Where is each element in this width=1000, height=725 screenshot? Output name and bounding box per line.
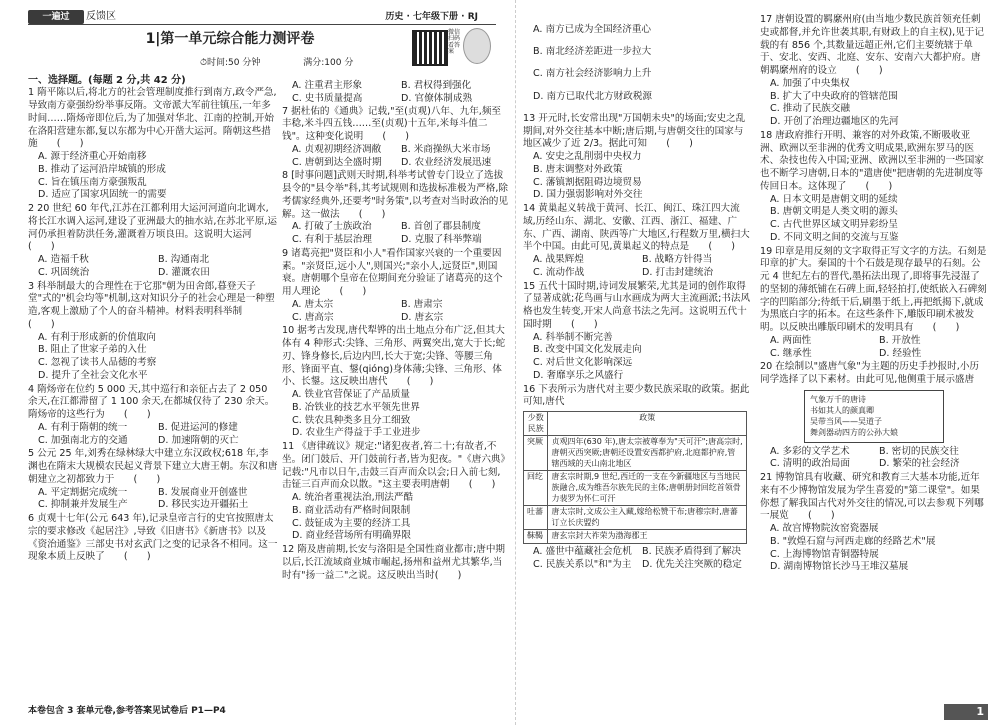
policy-table bbox=[523, 411, 747, 544]
option-d[interactable]: D. 经验性 bbox=[879, 347, 922, 359]
question-16 bbox=[523, 384, 751, 572]
question-stem: 19 印章是用反刻的文字取得正写文字的方法。石刻是印章的扩大。秦国的十个石鼓是现存最早的石刻。公元 4 世纪左右的晋代,墨拓法出现了,即将事先浸湿了的坚韧的薄纸铺在石碑上面,轻轻拍打,使纸嵌入石碑刻字的凹陷部分;待纸干后,刷墨于纸上,再把纸揭下,就成为黑底白字的拓本。在这些条件下,雕版印刷术被发明。以反映出雕版印刷术的发明具有 ( ) bbox=[760, 245, 987, 333]
question-17 bbox=[760, 14, 988, 129]
option-b[interactable]: B. 君权得到强化 bbox=[401, 80, 472, 91]
question-1 bbox=[28, 87, 278, 202]
question-stem: 13 开元时,长安常出现"万国朝未央"的场面;安史之乱期间,对外交往基本中断;唐后期,与唐朝交往的国家与地区减少了近 2/3。据此可知 ( ) bbox=[523, 112, 746, 150]
option-b[interactable]: B. 冶铁业的技艺水平领先世界 bbox=[292, 401, 420, 413]
question-4 bbox=[28, 384, 278, 448]
header-bar bbox=[28, 10, 496, 25]
option-b[interactable]: B. 唐朝文明是人类文明的源头 bbox=[770, 206, 898, 218]
question-stem: 1 隋平陈以后,将北方的社会管理制度推行到南方,政令严急,导致南方豪强纷纷举事反隋。文帝派大军前往镇压,一年多时间……隋炀帝即位后,为了加强对华北、江南的控制,开始在洛阳营建东都,复以东都为中心开凿大运河。隋朝这些措施 ( ) bbox=[28, 87, 277, 150]
material-line: 舞剑器动四方的公孙大娘 bbox=[810, 428, 898, 438]
option-c[interactable]: C. 铁农具种类多且分工细致 bbox=[292, 414, 411, 426]
option-a[interactable]: A. 两面性 bbox=[770, 334, 812, 346]
option-a[interactable]: A. 打破了士族政治 bbox=[292, 221, 372, 233]
option-c[interactable]: C. 民族关系以"和"为主 bbox=[533, 558, 632, 570]
question-9 bbox=[282, 248, 510, 325]
table-row bbox=[524, 436, 747, 471]
page-title: 1|第一单元综合能力测评卷 bbox=[145, 31, 315, 47]
option-d[interactable]: D. 开创了治理边疆地区的先河 bbox=[770, 116, 899, 127]
option-b[interactable]: B. 商业活动有严格时间限制 bbox=[292, 504, 411, 516]
question-21 bbox=[760, 472, 988, 574]
option-d[interactable]: D. 南方已取代北方财政税源 bbox=[533, 90, 653, 102]
option-a[interactable]: A. 有利于隋朝的统一 bbox=[38, 421, 128, 433]
option-b[interactable]: B. 民族矛盾得到了解决 bbox=[642, 546, 742, 558]
option-c[interactable]: C. 清明的政治局面 bbox=[770, 458, 850, 470]
question-stem: 8 [时事问题]武则天时期,科举考试曾专门设立了选拔县令的"县令举"科,其考试规则和选拔标准极为严格,除考儒家经典外,还要考"时务策",以考查对当时政治的见解。这一做法 ( ) bbox=[282, 170, 508, 220]
option-a[interactable]: A. 铁业官营保证了产品质量 bbox=[292, 389, 411, 400]
question-stem: 12 隋及唐前期,长安与洛阳是全国性商业都市;唐中期以后,长江流域商业城市崛起,扬州和益州尤其繁华,当时有"扬一益二"之说。这反映出当时( ) bbox=[282, 544, 506, 581]
question-11 bbox=[282, 441, 510, 543]
question-stem: 21 博物馆具有收藏、研究和教育三大基本功能,近年来有不少博物馆发展为学生喜爱的"第二课堂"。如果你想了解我国古代对外交往的情况,可以去参观下列哪一展览 ( ) bbox=[760, 472, 984, 522]
question-stem: 2 20 世纪 60 年代,江苏在江都利用大运河河道向北调水,将长江水调入运河,建设了亚洲最大的抽水站,在苏北平原,运河仍承担着防洪任务,灌溉着万顷良田。这说明大运河 ( ) bbox=[28, 203, 277, 253]
table-cell: 贞观四年(630 年),唐太宗被尊奉为"天可汗";唐高宗时,唐朝灭西突厥;唐朝还设置安西都护府,北庭都护府,管辖西域的天山南北地区 bbox=[548, 436, 747, 471]
option-a[interactable]: A. 造福千秋 bbox=[38, 254, 89, 266]
column-3 bbox=[523, 14, 751, 573]
column-1 bbox=[28, 74, 278, 565]
table-header: 政策 bbox=[548, 412, 747, 436]
option-d[interactable]: D. 国力强弱影响对外交往 bbox=[533, 189, 643, 201]
option-a[interactable]: A. 多彩的文学艺术 bbox=[770, 445, 850, 457]
question-stem: 9 诸葛亮把"贤臣和小人"看作国家兴衰的一个重要因素。"亲贤臣,远小人",则国兴;"亲小人,远贤臣",则国衰。唐朝哪个皇帝在位期间充分验证了诸葛亮的这个用人理论 ( ) bbox=[282, 247, 503, 297]
course-label: 历史 · 七年级下册 · RJ bbox=[385, 12, 478, 22]
option-a[interactable]: A. 平定割据完成统一 bbox=[38, 486, 128, 498]
question-stem: 4 隋炀帝在位约 5 000 天,其中巡行和亲征占去了 2 050 余天,在江都滞留了 1 100 余天,在都城仅待了 230 余天。隋炀帝的这些行为 ( ) bbox=[28, 383, 275, 421]
question-13 bbox=[523, 113, 751, 202]
option-c[interactable]: C. 忽视了读书人品德的考察 bbox=[38, 357, 157, 369]
option-b[interactable]: B. 阻止了世家子弟的入仕 bbox=[38, 344, 147, 356]
question-15 bbox=[523, 281, 751, 383]
question-2 bbox=[28, 203, 278, 280]
option-d[interactable]: D. 灌溉农田 bbox=[158, 266, 210, 278]
option-c[interactable]: C. 巩固统治 bbox=[38, 266, 90, 278]
question-8 bbox=[282, 170, 510, 247]
option-b[interactable]: B. 密切的民族交往 bbox=[879, 445, 959, 457]
option-d[interactable]: D. 官僚体制成熟 bbox=[401, 92, 473, 104]
exam-meta bbox=[200, 58, 460, 70]
option-a[interactable]: A. 源于经济重心开始南移 bbox=[38, 151, 147, 163]
feedback-zone-label: 反馈区 bbox=[86, 11, 116, 22]
material-line: 吴带当风——吴道子 bbox=[810, 417, 882, 427]
table-row bbox=[524, 471, 747, 506]
option-b[interactable]: B. 沟通南北 bbox=[158, 254, 210, 266]
option-a[interactable]: A. 南方已成为全国经济重心 bbox=[533, 23, 652, 35]
option-b[interactable]: B. 唐末调整对外政策 bbox=[533, 163, 623, 175]
option-c[interactable]: C. 鼓钲成为主要的经济工具 bbox=[292, 517, 411, 529]
option-b[interactable]: B. 推动了运河沿岸城镇的形成 bbox=[38, 163, 166, 175]
option-a[interactable]: A. 注重君主形象 bbox=[292, 80, 363, 91]
question-stem: 16 下表所示为唐代对主要少数民族采取的政策。据此可知,唐代 bbox=[523, 383, 750, 408]
option-a[interactable]: A. 加强了中央集权 bbox=[770, 77, 850, 89]
brand-badge: 一遍过 bbox=[28, 10, 84, 24]
option-b[interactable]: B. 促进运河的修建 bbox=[158, 421, 238, 433]
option-a[interactable]: A. 安史之乱削弱中央权力 bbox=[533, 151, 642, 163]
option-d[interactable]: D. 不同文明之间的交流与互鉴 bbox=[770, 231, 899, 243]
question-7 bbox=[282, 106, 510, 170]
material-line: 书如其人的颜真卿 bbox=[810, 405, 874, 415]
question-stem: 20 在绘制以"盛唐气象"为主题的历史手抄报时,小历同学选择了以下素材。由此可见,他侧重于展示盛唐 bbox=[760, 361, 980, 385]
option-d[interactable]: D. 适应了国家巩固统一的需要 bbox=[38, 189, 167, 201]
option-a[interactable]: A. 统治者重视法治,刑法严酷 bbox=[292, 492, 414, 503]
option-c[interactable]: C. 推动了民族交融 bbox=[770, 103, 850, 115]
question-12 bbox=[282, 544, 510, 582]
option-c[interactable]: C. 抑制兼并发展生产 bbox=[38, 499, 128, 511]
option-a[interactable]: A. 贞观初期经济凋敝 bbox=[292, 143, 382, 155]
option-a[interactable]: A. 战果辉煌 bbox=[533, 254, 584, 266]
section-heading: 一、选择题。(每题 2 分,共 42 分) bbox=[28, 75, 186, 86]
material-box bbox=[804, 390, 944, 443]
page-number: 1 bbox=[944, 704, 988, 720]
option-b[interactable]: B. 唐肃宗 bbox=[401, 298, 443, 310]
material-line: 气象万千的唐诗 bbox=[810, 394, 866, 404]
option-d[interactable]: D. 商业经营场所有明确界限 bbox=[292, 530, 412, 542]
option-d[interactable]: D. 繁荣的社会经济 bbox=[879, 458, 960, 470]
question-stem: 7 据杜佑的《通典》记载,"至(贞观)八年、九年,频至丰稔,米斗四五钱……至(贞观)十五年,米每斗值二钱"。这种变化说明 ( ) bbox=[282, 105, 502, 142]
question-stem: 3 科举制最大的合理性在于它那"朝为田舍郎,暮登天子堂"式的"机会均等"机制,这对知识分子的社会心理是一种塑造,客观上激励了个人的奋斗精神。材料表明科举制 ( ) bbox=[28, 280, 275, 330]
option-c[interactable]: C. 古代世界区域文明异彩纷呈 bbox=[770, 219, 898, 230]
question-stem: 6 贞观十七年(公元 643 年),记录皇帝言行的史官按照唐太宗的要求修改《起居注》,导致《旧唐书》《新唐书》以及《资治通鉴》三部史书对玄武门之变的记录各不相同。这一现象本质上反映了 ( ) bbox=[28, 513, 278, 563]
option-b[interactable]: B. 发展商业开创盛世 bbox=[158, 486, 248, 498]
table-cell: 回纥 bbox=[524, 471, 548, 506]
option-d[interactable]: D. 移民实边开疆拓土 bbox=[158, 499, 249, 511]
option-c[interactable]: C. 流动作战 bbox=[533, 266, 585, 278]
option-b[interactable]: B. 扩大了中央政府的管辖范围 bbox=[770, 90, 898, 102]
table-cell: 突厥 bbox=[524, 436, 548, 471]
option-b[interactable]: B. 首创了郡县制度 bbox=[401, 221, 481, 233]
option-a[interactable]: A. 日本文明是唐朝文明的延续 bbox=[770, 193, 898, 205]
question-14 bbox=[523, 203, 751, 280]
option-d[interactable]: D. 农业经济发展迅速 bbox=[401, 156, 492, 168]
question-5 bbox=[28, 448, 278, 512]
question-19 bbox=[760, 246, 988, 361]
question-10 bbox=[282, 325, 510, 440]
fold-line bbox=[515, 0, 516, 725]
option-c[interactable]: C. 上海博物馆青铜器特展 bbox=[770, 548, 879, 560]
question-6 bbox=[28, 513, 278, 564]
option-c[interactable]: C. 唐高宗 bbox=[292, 311, 334, 323]
option-c[interactable]: C. 藩镇割据阻碍边境贸易 bbox=[533, 176, 642, 188]
time-limit: ⏱时间:50 分钟 bbox=[200, 58, 261, 68]
option-d[interactable]: D. 农业生产得益于手工业进步 bbox=[292, 427, 421, 439]
option-b[interactable]: B. 南北经济差距进一步拉大 bbox=[533, 45, 652, 57]
question-6-options bbox=[282, 80, 510, 106]
option-d[interactable]: D. 优先关注突厥的稳定 bbox=[642, 558, 742, 570]
table-cell: 吐蕃 bbox=[524, 506, 548, 530]
option-a[interactable]: A. 科举制不断完善 bbox=[533, 331, 613, 343]
question-20 bbox=[760, 361, 988, 471]
option-c[interactable]: C. 南方社会经济影响力上升 bbox=[533, 68, 652, 80]
option-c[interactable]: C. 史书质量提高 bbox=[292, 92, 363, 104]
table-row bbox=[524, 530, 747, 544]
option-a[interactable]: A. 盛世中蕴藏社会危机 bbox=[533, 546, 632, 558]
column-2 bbox=[282, 80, 510, 583]
table-cell: 唐太宗时,文成公主入藏,嫁给松赞干布;唐穆宗时,唐蕃订立长庆盟约 bbox=[548, 506, 747, 530]
option-d[interactable]: D. 湖南博物馆长沙马王堆汉墓展 bbox=[770, 561, 909, 573]
mascot-icon bbox=[463, 28, 491, 64]
table-row bbox=[524, 506, 747, 530]
option-b[interactable]: B. 改变中国文化发展走向 bbox=[533, 344, 642, 356]
question-stem: 11 《唐律疏议》规定:"诸犯夜者,笞二十;有故者,不坐。闭门鼓后、开门鼓前行者,皆为犯夜。"《唐六典》记载:"凡市以日午,击鼓三百声而众以会;日入前七刻,击钲三百声而众以散。"这主要表明唐朝 ( ) bbox=[282, 441, 506, 491]
option-d[interactable]: D. 提升了全社会文化水平 bbox=[38, 369, 148, 381]
question-stem: 17 唐朝设置的羁縻州府(由当地少数民族首领充任刺史或都督,并允许世袭其职,有财政上的自主权),见于记载的有 856 个,其数量远超正州,它们主要统辖于单于、安北、安西、北庭、安东、安南六大都护府。唐朝羁縻州府的设立 ( ) bbox=[760, 14, 984, 76]
option-c[interactable]: C. 旨在镇压南方豪强叛乱 bbox=[38, 176, 147, 188]
option-d[interactable]: D. 加速隋朝的灭亡 bbox=[158, 434, 239, 446]
option-a[interactable]: A. 故宫博物院汝窑瓷器展 bbox=[770, 523, 879, 534]
option-b[interactable]: B. 战略方针得当 bbox=[642, 254, 713, 266]
option-c[interactable]: C. 有利于基层治理 bbox=[292, 234, 372, 245]
option-a[interactable]: A. 唐太宗 bbox=[292, 298, 334, 310]
table-cell: 靺鞨 bbox=[524, 530, 548, 544]
column-4 bbox=[760, 14, 988, 575]
option-d[interactable]: D. 克服了科举弊端 bbox=[401, 234, 482, 245]
qr-label: 微信扫码看答案 bbox=[448, 29, 461, 55]
option-b[interactable]: B. 开放性 bbox=[879, 334, 921, 346]
question-stem: 10 据考古发现,唐代犁铧的出土地点分布广泛,但其大体有 4 种形式:尖锋、三角形、两翼突出,宽大于长;蛇刃、锋身修长,后边内凹,长大于宽;尖锋、等腰三角形、锋面平直、鋬(qióng)身体薄;尖锋、三角形、体小、长鋬。这反映出唐代 ( ) bbox=[282, 325, 506, 388]
option-d[interactable]: D. 打击封建统治 bbox=[642, 266, 714, 278]
option-b[interactable]: B. "敦煌石窟与河西走廊的经路艺术"展 bbox=[770, 535, 936, 547]
table-cell: 唐玄宗封大祚荣为渤海郡王 bbox=[548, 530, 747, 544]
option-a[interactable]: A. 有利于形成新的价值取向 bbox=[38, 331, 157, 343]
question-18 bbox=[760, 130, 988, 245]
question-stem: 14 黄巢起义转战于黄河、长江、闽江、珠江四大流域,历经山东、湖北、安徽、江西、浙江、福建、广东、广西、湖南、陕西等广大地区,行程数万里,横扫大半个中国。由此可见,黄巢起义的特点是 ( ) bbox=[523, 203, 750, 253]
option-d[interactable]: D. 唐玄宗 bbox=[401, 311, 444, 323]
option-c[interactable]: C. 唐朝到达全盛时期 bbox=[292, 156, 382, 168]
full-score: 满分:100 分 bbox=[303, 58, 354, 68]
option-c[interactable]: C. 加强南北方的交通 bbox=[38, 434, 128, 446]
question-3 bbox=[28, 281, 278, 383]
footer-note: 本卷包含 3 套单元卷,参考答案见试卷后 P1—P4 bbox=[28, 706, 226, 716]
option-c[interactable]: C. 继承性 bbox=[770, 347, 812, 359]
option-c[interactable]: C. 对后世文化影响深远 bbox=[533, 357, 633, 369]
question-stem: 5 公元 25 年,刘秀在绿林绿大中建立东汉政权;618 年,李渊也在隋末大规模农民起义背景下建立大唐王朝。东汉和唐朝建立之初都致力于 ( ) bbox=[28, 448, 278, 485]
table-header: 少数民族 bbox=[524, 412, 548, 436]
option-d[interactable]: D. 奢靡享乐之风盛行 bbox=[533, 369, 624, 381]
option-b[interactable]: B. 米商操纵大米市场 bbox=[401, 143, 491, 155]
question-stem: 15 五代十国时期,诗词发展繁荣,尤其是词的创作取得了显著成就;花鸟画与山水画成为两大主流画派;书法风格也发生转变,开宋人尚意书法之先河。这说明五代十国时期 ( ) bbox=[523, 280, 751, 330]
question-stem: 18 唐政府推行开明、兼容的对外政策,不断吸收亚洲、欧洲以至非洲的优秀文明成果,欧洲东罗马的医术、杂技也传入中国;亚洲、欧洲以至非洲的一些国家也不断学习唐朝,日本的"遣唐使"把唐朝的先进制度等传回日本。这体现了 ( ) bbox=[760, 129, 984, 192]
table-cell: 唐玄宗时期,9 世纪,西迁的一支在今新疆地区与当地民族融合,成为维吾尔族先民的主体;唐朝册封回纥首领骨力裴罗为怀仁可汗 bbox=[548, 471, 747, 506]
